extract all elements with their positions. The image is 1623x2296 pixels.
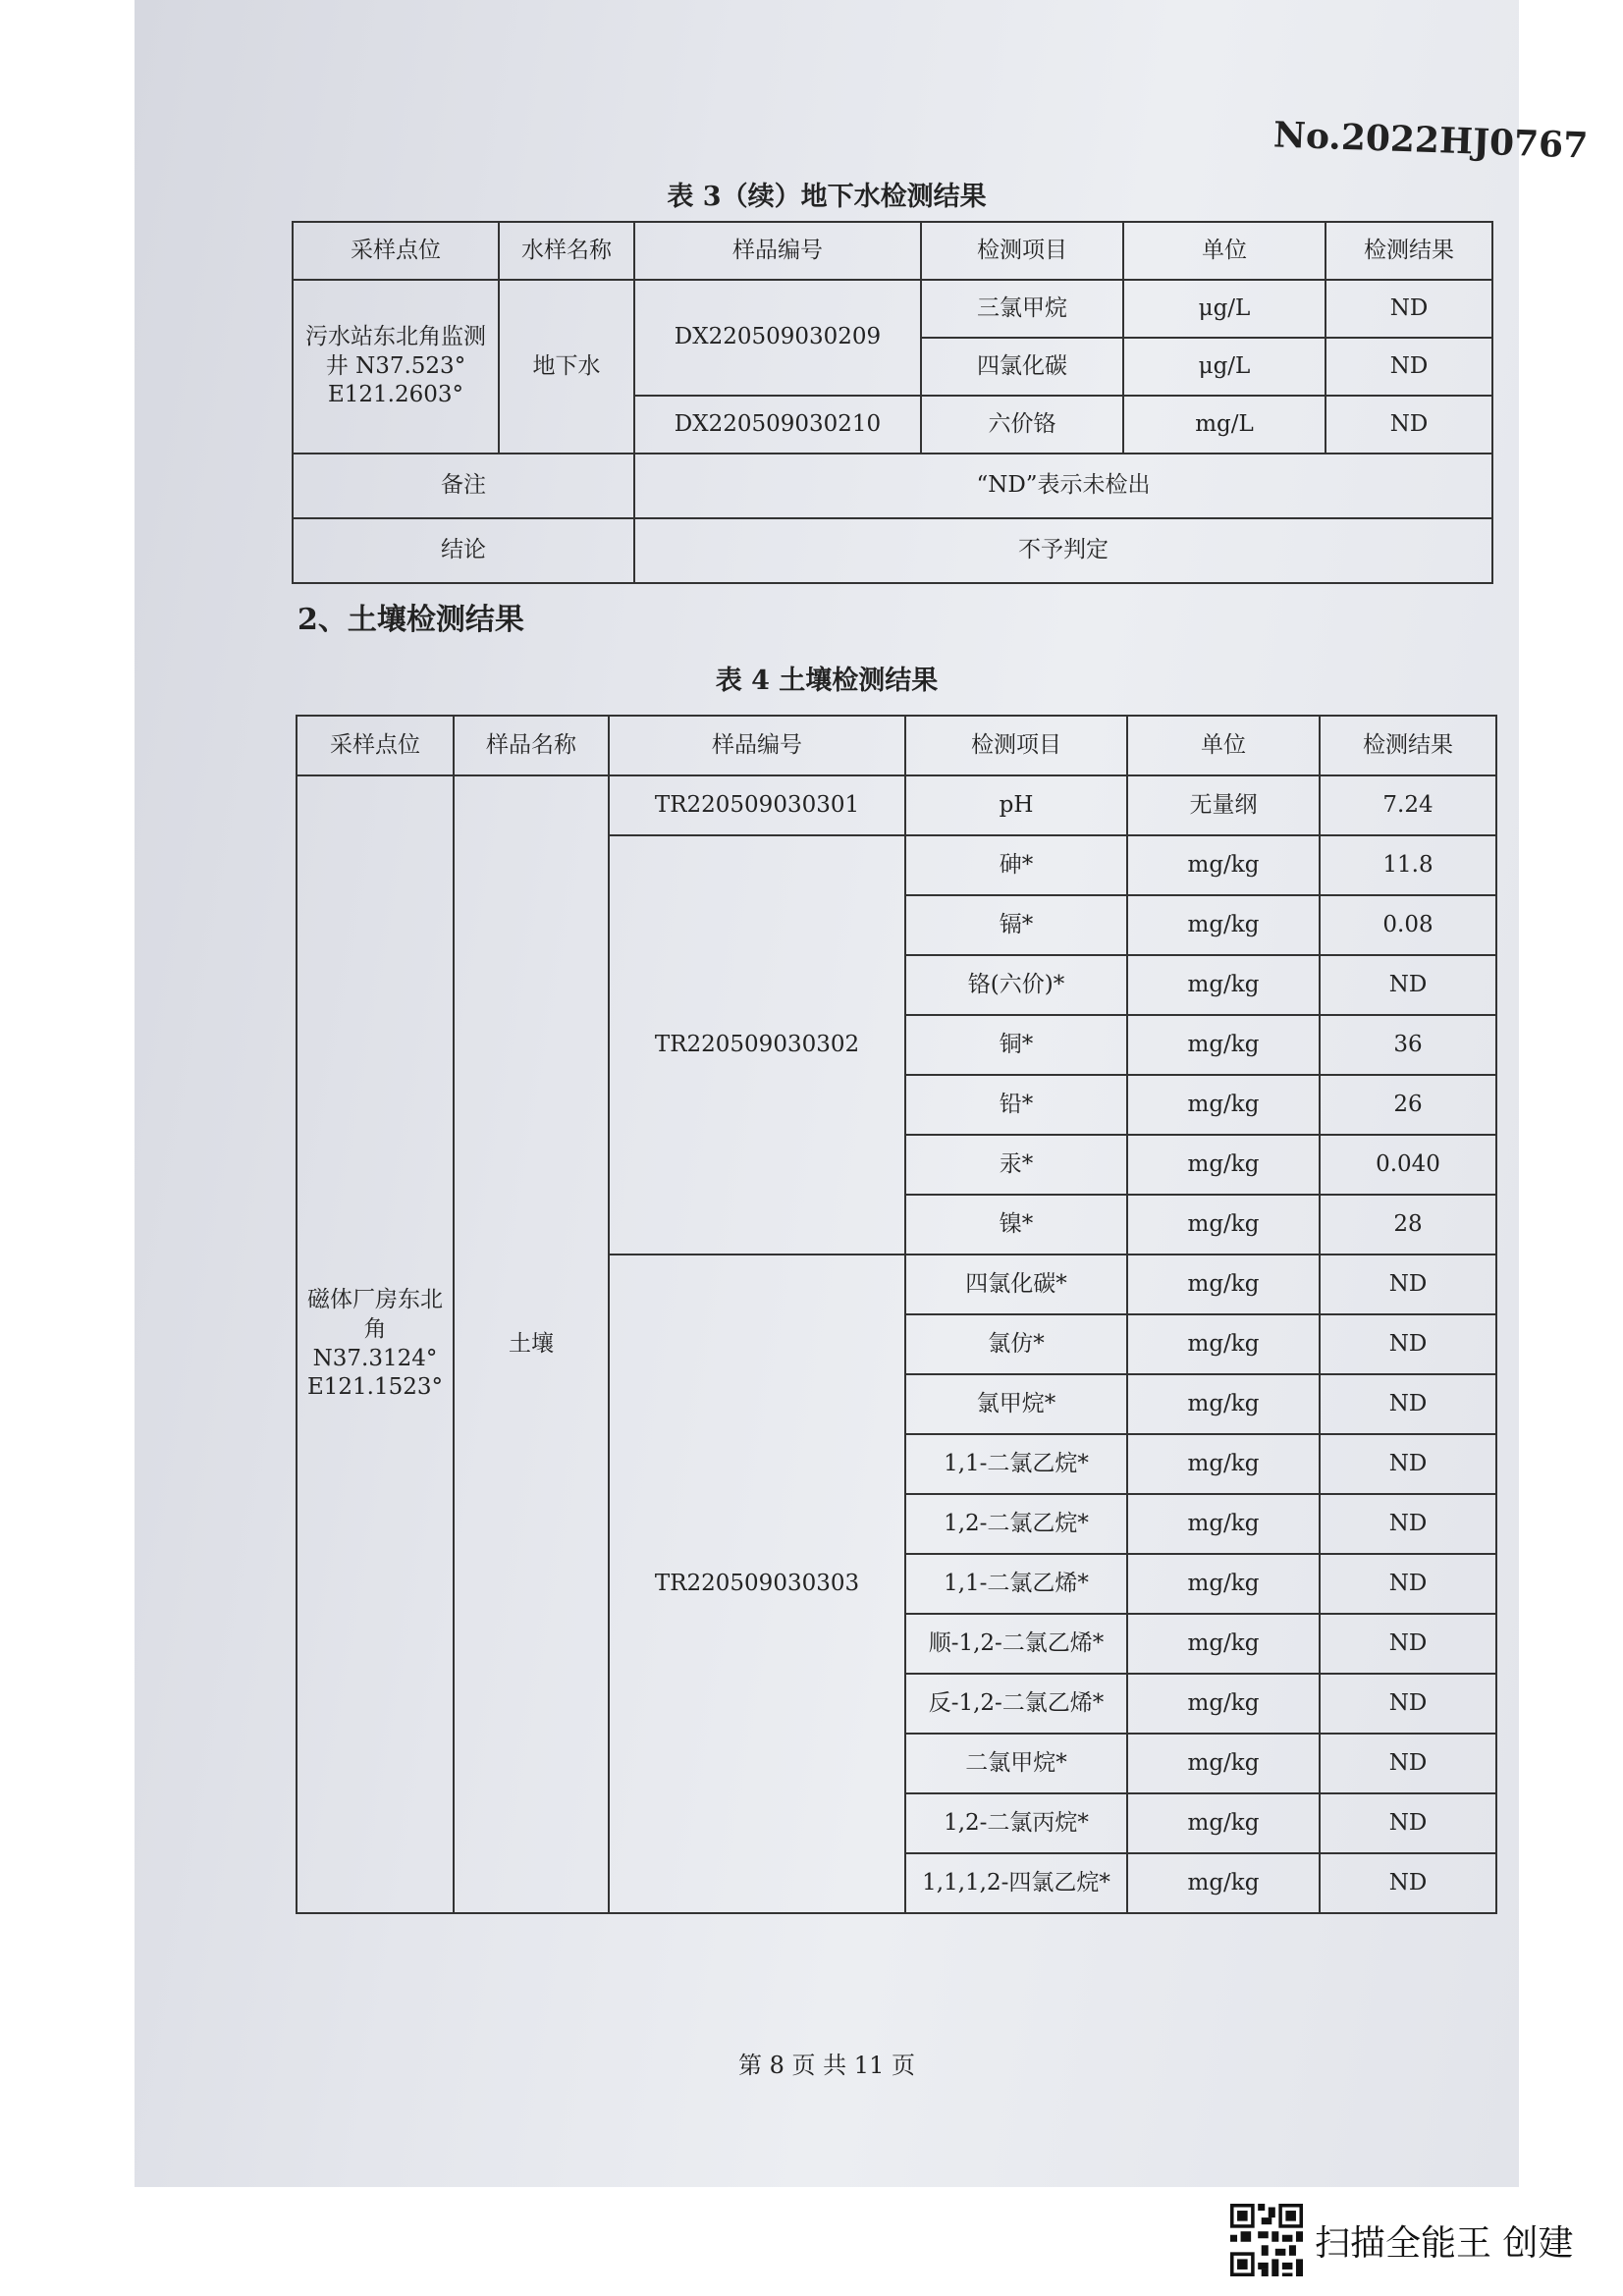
result: ND xyxy=(1320,1494,1496,1554)
unit: mg/kg xyxy=(1127,1374,1320,1434)
test-item: 二氯甲烷* xyxy=(905,1734,1127,1793)
test-item: 1,1,1,2-四氯乙烷* xyxy=(905,1853,1127,1913)
test-item: 顺-1,2-二氯乙烯* xyxy=(905,1614,1127,1674)
header-cell: 单位 xyxy=(1127,716,1320,775)
sampling-site: 污水站东北角监测井 N37.523° E121.2603° xyxy=(293,280,499,454)
header-cell: 样品编号 xyxy=(609,716,905,775)
unit: mg/kg xyxy=(1127,1314,1320,1374)
test-item: 氯仿* xyxy=(905,1314,1127,1374)
unit: mg/kg xyxy=(1127,1434,1320,1494)
soil-results-table xyxy=(296,715,1497,1914)
scanner-watermark xyxy=(1230,2209,1573,2271)
header-cell: 检测结果 xyxy=(1320,716,1496,775)
table-row xyxy=(293,280,1492,338)
test-item: 铬(六价)* xyxy=(905,955,1127,1015)
test-item: 镉* xyxy=(905,895,1127,955)
unit: mg/kg xyxy=(1127,835,1320,895)
header-cell: 采样点位 xyxy=(297,716,454,775)
test-item: 1,1-二氯乙烷* xyxy=(905,1434,1127,1494)
test-item: 1,2-二氯乙烷* xyxy=(905,1494,1127,1554)
result: 28 xyxy=(1320,1195,1496,1255)
unit: mg/L xyxy=(1123,396,1325,454)
test-item: 1,1-二氯乙烯* xyxy=(905,1554,1127,1614)
section-title: 2、土壤检测结果 xyxy=(298,603,524,637)
test-item: 铅* xyxy=(905,1075,1127,1135)
result: ND xyxy=(1320,1554,1496,1614)
table3-caption: 表 3（续）地下水检测结果 xyxy=(667,182,987,212)
sample-code: TR220509030301 xyxy=(609,775,905,835)
result: ND xyxy=(1320,955,1496,1015)
page-number: 第 8 页 共 11 页 xyxy=(738,2052,915,2079)
sample-name: 土壤 xyxy=(454,775,609,1913)
unit: mg/kg xyxy=(1127,1135,1320,1195)
result: ND xyxy=(1320,1314,1496,1374)
sample-code: DX220509030209 xyxy=(634,280,921,396)
sample-name: 地下水 xyxy=(499,280,634,454)
unit: mg/kg xyxy=(1127,1494,1320,1554)
result: ND xyxy=(1325,280,1492,338)
conclusion-row xyxy=(293,518,1492,583)
result: 7.24 xyxy=(1320,775,1496,835)
watermark-text: 扫描全能王 创建 xyxy=(1315,2222,1574,2264)
header-cell: 检测项目 xyxy=(921,222,1123,280)
test-item: 四氯化碳 xyxy=(921,338,1123,396)
qr-code-icon xyxy=(1230,2204,1303,2276)
sample-code: TR220509030303 xyxy=(609,1255,905,1913)
conclusion-label: 结论 xyxy=(293,518,634,583)
report-number: No.2022HJ0767 xyxy=(1272,114,1589,167)
unit: mg/kg xyxy=(1127,1614,1320,1674)
unit: μg/L xyxy=(1123,280,1325,338)
test-item: 氯甲烷* xyxy=(905,1374,1127,1434)
table3-header-row xyxy=(293,222,1492,280)
result: ND xyxy=(1325,396,1492,454)
test-item: 汞* xyxy=(905,1135,1127,1195)
document-page xyxy=(135,0,1589,2187)
test-item: 铜* xyxy=(905,1015,1127,1075)
unit: mg/kg xyxy=(1127,1674,1320,1734)
header-cell: 检测结果 xyxy=(1325,222,1492,280)
test-item: pH xyxy=(905,775,1127,835)
unit: mg/kg xyxy=(1127,1195,1320,1255)
unit: mg/kg xyxy=(1127,1734,1320,1793)
test-item: 1,2-二氯丙烷* xyxy=(905,1793,1127,1853)
table4-caption: 表 4 土壤检测结果 xyxy=(715,666,939,696)
result: ND xyxy=(1320,1734,1496,1793)
unit: mg/kg xyxy=(1127,955,1320,1015)
result: 0.040 xyxy=(1320,1135,1496,1195)
unit: 无量纲 xyxy=(1127,775,1320,835)
result: 11.8 xyxy=(1320,835,1496,895)
remark-row xyxy=(293,454,1492,518)
result: 26 xyxy=(1320,1075,1496,1135)
test-item: 反-1,2-二氯乙烯* xyxy=(905,1674,1127,1734)
sample-code: DX220509030210 xyxy=(634,396,921,454)
unit: μg/L xyxy=(1123,338,1325,396)
test-item: 镍* xyxy=(905,1195,1127,1255)
header-cell: 样品名称 xyxy=(454,716,609,775)
conclusion-text: 不予判定 xyxy=(634,518,1492,583)
test-item: 六价铬 xyxy=(921,396,1123,454)
result: ND xyxy=(1320,1793,1496,1853)
test-item: 四氯化碳* xyxy=(905,1255,1127,1314)
test-item: 砷* xyxy=(905,835,1127,895)
table-row xyxy=(297,775,1496,835)
result: ND xyxy=(1320,1853,1496,1913)
result: 0.08 xyxy=(1320,895,1496,955)
result: ND xyxy=(1320,1434,1496,1494)
header-cell: 检测项目 xyxy=(905,716,1127,775)
unit: mg/kg xyxy=(1127,1853,1320,1913)
result: ND xyxy=(1320,1614,1496,1674)
test-item: 三氯甲烷 xyxy=(921,280,1123,338)
result: ND xyxy=(1325,338,1492,396)
unit: mg/kg xyxy=(1127,1015,1320,1075)
remark-text: “ND”表示未检出 xyxy=(634,454,1492,518)
sampling-site: 磁体厂房东北角 N37.3124° E121.1523° xyxy=(297,775,454,1913)
unit: mg/kg xyxy=(1127,895,1320,955)
header-cell: 样品编号 xyxy=(634,222,921,280)
result: ND xyxy=(1320,1674,1496,1734)
result: ND xyxy=(1320,1255,1496,1314)
unit: mg/kg xyxy=(1127,1255,1320,1314)
result: ND xyxy=(1320,1374,1496,1434)
unit: mg/kg xyxy=(1127,1075,1320,1135)
header-cell: 水样名称 xyxy=(499,222,634,280)
unit: mg/kg xyxy=(1127,1793,1320,1853)
header-cell: 采样点位 xyxy=(293,222,499,280)
groundwater-results-table xyxy=(292,221,1493,584)
unit: mg/kg xyxy=(1127,1554,1320,1614)
table4-header-row xyxy=(297,716,1496,775)
result: 36 xyxy=(1320,1015,1496,1075)
header-cell: 单位 xyxy=(1123,222,1325,280)
sample-code: TR220509030302 xyxy=(609,835,905,1255)
remark-label: 备注 xyxy=(293,454,634,518)
